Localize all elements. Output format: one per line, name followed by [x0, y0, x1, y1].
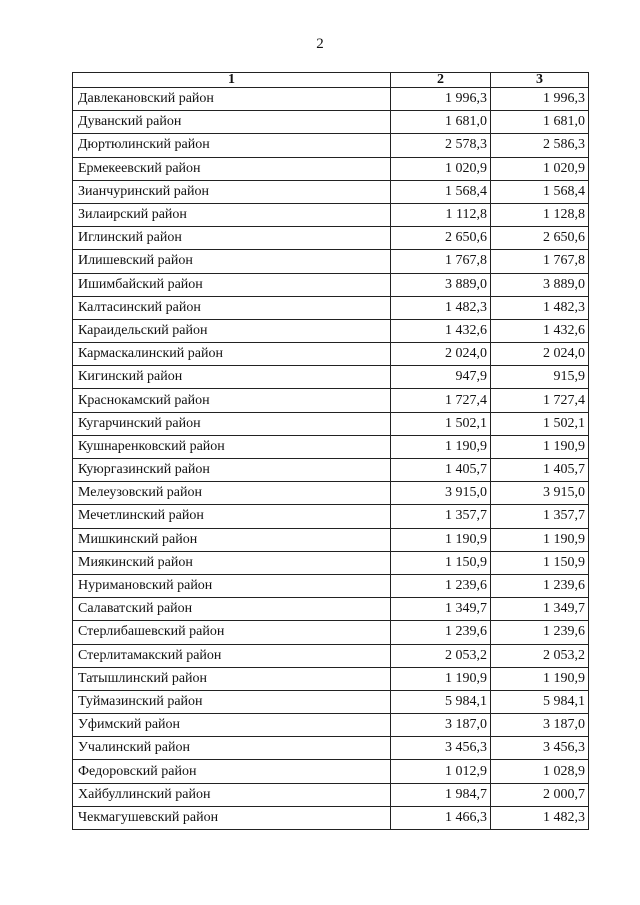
value-col3-cell: 3 889,0	[491, 273, 589, 296]
district-name-cell: Мечетлинский район	[73, 505, 391, 528]
table-row	[73, 88, 589, 111]
value-col3-cell: 1 996,3	[491, 88, 589, 111]
value-col2-cell: 1 239,6	[391, 621, 491, 644]
value-col2-cell: 1 466,3	[391, 806, 491, 829]
value-col2-cell: 3 456,3	[391, 737, 491, 760]
district-name-cell: Илишевский район	[73, 250, 391, 273]
value-col3-cell: 2 024,0	[491, 343, 589, 366]
district-name-cell: Туймазинский район	[73, 690, 391, 713]
table-row	[73, 389, 589, 412]
table-row	[73, 227, 589, 250]
table-row	[73, 459, 589, 482]
table-row	[73, 621, 589, 644]
district-name-cell: Зианчуринский район	[73, 180, 391, 203]
value-col2-cell: 1 568,4	[391, 180, 491, 203]
page-number: 2	[316, 36, 324, 52]
district-name-cell: Федоровский район	[73, 760, 391, 783]
table-row	[73, 690, 589, 713]
table-row	[73, 714, 589, 737]
value-col2-cell: 3 187,0	[391, 714, 491, 737]
value-col3-cell: 1 239,6	[491, 621, 589, 644]
value-col2-cell: 1 767,8	[391, 250, 491, 273]
table-row	[73, 343, 589, 366]
value-col3-cell: 1 405,7	[491, 459, 589, 482]
table-row	[73, 157, 589, 180]
value-col2-cell: 1 190,9	[391, 435, 491, 458]
value-col2-cell: 1 349,7	[391, 598, 491, 621]
table-row	[73, 644, 589, 667]
value-col3-cell: 1 239,6	[491, 574, 589, 597]
table-row	[73, 296, 589, 319]
value-col2-cell: 1 727,4	[391, 389, 491, 412]
table-row	[73, 737, 589, 760]
value-col2-cell: 1 190,9	[391, 528, 491, 551]
value-col2-cell: 1 681,0	[391, 111, 491, 134]
value-col2-cell: 2 024,0	[391, 343, 491, 366]
table-row	[73, 435, 589, 458]
header-row	[73, 73, 589, 88]
district-name-cell: Нуримановский район	[73, 574, 391, 597]
district-name-cell: Иглинский район	[73, 227, 391, 250]
district-name-cell: Давлекановский район	[73, 88, 391, 111]
table-row	[73, 319, 589, 342]
value-col3-cell: 1 349,7	[491, 598, 589, 621]
value-col3-cell: 1 482,3	[491, 806, 589, 829]
value-col3-cell: 1 432,6	[491, 319, 589, 342]
district-name-cell: Зилаирский район	[73, 203, 391, 226]
value-col3-cell: 2 053,2	[491, 644, 589, 667]
table-row	[73, 667, 589, 690]
table-body	[73, 88, 589, 830]
value-col3-cell: 1 190,9	[491, 667, 589, 690]
value-col2-cell: 2 578,3	[391, 134, 491, 157]
table-row	[73, 528, 589, 551]
table-row	[73, 111, 589, 134]
value-col3-cell: 1 020,9	[491, 157, 589, 180]
district-name-cell: Чекмагушевский район	[73, 806, 391, 829]
value-col2-cell: 3 915,0	[391, 482, 491, 505]
value-col2-cell: 1 020,9	[391, 157, 491, 180]
district-name-cell: Ермекеевский район	[73, 157, 391, 180]
value-col3-cell: 2 586,3	[491, 134, 589, 157]
district-name-cell: Кармаскалинский район	[73, 343, 391, 366]
table-row	[73, 134, 589, 157]
value-col2-cell: 1 482,3	[391, 296, 491, 319]
value-col2-cell: 1 432,6	[391, 319, 491, 342]
district-table	[72, 72, 589, 830]
value-col2-cell: 5 984,1	[391, 690, 491, 713]
district-name-cell: Дюртюлинский район	[73, 134, 391, 157]
district-name-cell: Куюргазинский район	[73, 459, 391, 482]
column-header-1: 1	[73, 73, 391, 88]
district-name-cell: Мишкинский район	[73, 528, 391, 551]
table-row	[73, 273, 589, 296]
district-name-cell: Учалинский район	[73, 737, 391, 760]
value-col2-cell: 1 150,9	[391, 551, 491, 574]
district-name-cell: Краснокамский район	[73, 389, 391, 412]
district-name-cell: Ишимбайский район	[73, 273, 391, 296]
table-row	[73, 250, 589, 273]
value-col3-cell: 1 190,9	[491, 435, 589, 458]
table-header	[73, 73, 589, 88]
value-col2-cell: 1 239,6	[391, 574, 491, 597]
district-name-cell: Кигинский район	[73, 366, 391, 389]
table-row	[73, 760, 589, 783]
value-col3-cell: 1 568,4	[491, 180, 589, 203]
value-col3-cell: 1 727,4	[491, 389, 589, 412]
value-col2-cell: 2 053,2	[391, 644, 491, 667]
table-row	[73, 482, 589, 505]
district-name-cell: Стерлитамакский район	[73, 644, 391, 667]
value-col3-cell: 2 000,7	[491, 783, 589, 806]
value-col2-cell: 947,9	[391, 366, 491, 389]
district-name-cell: Кушнаренковский район	[73, 435, 391, 458]
value-col3-cell: 915,9	[491, 366, 589, 389]
district-name-cell: Миякинский район	[73, 551, 391, 574]
value-col3-cell: 3 915,0	[491, 482, 589, 505]
table-row	[73, 551, 589, 574]
value-col3-cell: 1 150,9	[491, 551, 589, 574]
value-col3-cell: 1 482,3	[491, 296, 589, 319]
value-col3-cell: 1 128,8	[491, 203, 589, 226]
value-col3-cell: 1 190,9	[491, 528, 589, 551]
column-header-3: 3	[491, 73, 589, 88]
value-col2-cell: 1 984,7	[391, 783, 491, 806]
value-col2-cell: 1 012,9	[391, 760, 491, 783]
value-col3-cell: 2 650,6	[491, 227, 589, 250]
table-row	[73, 783, 589, 806]
district-name-cell: Уфимский район	[73, 714, 391, 737]
table-row	[73, 366, 589, 389]
district-name-cell: Салаватский район	[73, 598, 391, 621]
value-col2-cell: 1 502,1	[391, 412, 491, 435]
district-name-cell: Мелеузовский район	[73, 482, 391, 505]
table-row	[73, 180, 589, 203]
value-col3-cell: 3 187,0	[491, 714, 589, 737]
value-col3-cell: 1 028,9	[491, 760, 589, 783]
district-name-cell: Хайбуллинский район	[73, 783, 391, 806]
district-name-cell: Татышлинский район	[73, 667, 391, 690]
table-row	[73, 574, 589, 597]
district-name-cell: Караидельский район	[73, 319, 391, 342]
value-col3-cell: 1 767,8	[491, 250, 589, 273]
value-col3-cell: 1 357,7	[491, 505, 589, 528]
district-name-cell: Стерлибашевский район	[73, 621, 391, 644]
value-col3-cell: 1 681,0	[491, 111, 589, 134]
value-col2-cell: 1 112,8	[391, 203, 491, 226]
value-col2-cell: 1 996,3	[391, 88, 491, 111]
value-col3-cell: 5 984,1	[491, 690, 589, 713]
value-col2-cell: 1 405,7	[391, 459, 491, 482]
district-name-cell: Калтасинский район	[73, 296, 391, 319]
table-row	[73, 203, 589, 226]
value-col2-cell: 2 650,6	[391, 227, 491, 250]
table-row	[73, 505, 589, 528]
value-col3-cell: 1 502,1	[491, 412, 589, 435]
value-col2-cell: 1 357,7	[391, 505, 491, 528]
value-col2-cell: 3 889,0	[391, 273, 491, 296]
value-col3-cell: 3 456,3	[491, 737, 589, 760]
column-header-2: 2	[391, 73, 491, 88]
table-row	[73, 412, 589, 435]
district-name-cell: Кугарчинский район	[73, 412, 391, 435]
value-col2-cell: 1 190,9	[391, 667, 491, 690]
table-row	[73, 598, 589, 621]
district-name-cell: Дуванский район	[73, 111, 391, 134]
table-row	[73, 806, 589, 829]
